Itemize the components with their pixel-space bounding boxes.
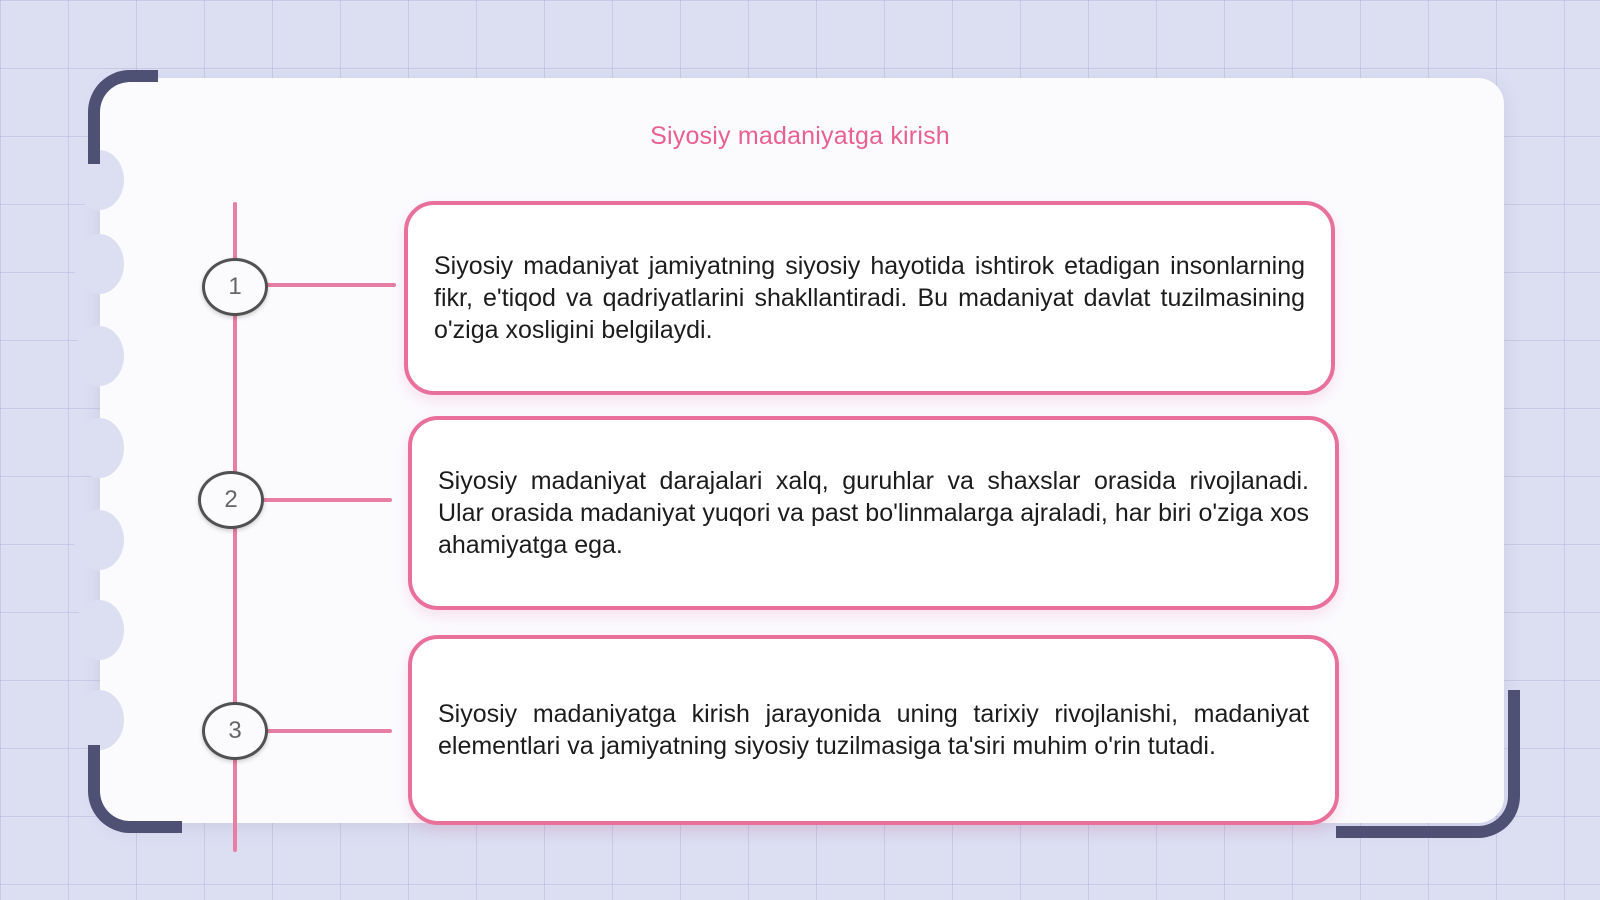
- step-number-3: 3: [202, 702, 268, 760]
- sheet-edge-notch: [74, 510, 124, 570]
- step-card-2: [408, 416, 1339, 610]
- step-connector-1: [266, 283, 396, 287]
- sheet-edge-notch: [74, 690, 124, 750]
- slide-title: Siyosiy madaniyatga kirish: [650, 122, 950, 150]
- corner-bracket-bottom-right: [1336, 690, 1520, 838]
- step-number-2: 2: [198, 471, 264, 529]
- step-connector-3: [266, 729, 392, 733]
- step-card-3: [408, 635, 1339, 825]
- step-connector-2: [262, 498, 392, 502]
- step-card-text: Siyosiy madaniyatga kirish jarayonida uning tarixiy rivojlanishi, madaniyat elementlari va jamiyatning siyosiy tuzilmasiga ta'siri muhim o'rin tutadi.: [438, 700, 1309, 760]
- step-card-text: Siyosiy madaniyat darajalari xalq, guruhlar va shaxslar orasida rivojlanadi. Ular orasida madaniyat yuqori va past bo'linmalarga ajraladi, har biri o'ziga xos ahamiyatga ega.: [438, 467, 1309, 559]
- step-card-text: Siyosiy madaniyat jamiyatning siyosiy hayotida ishtirok etadigan insonlarning fikr, e'tiqod va qadriyatlarini shakllantiradi. Bu madaniyat davlat tuzilmasining o'ziga xosligini belgilaydi.: [434, 252, 1305, 344]
- sheet-edge-notch: [74, 600, 124, 660]
- sheet-edge-notch: [74, 234, 124, 294]
- corner-bracket-bottom-left: [88, 745, 182, 833]
- step-card-1: [404, 201, 1335, 395]
- step-number-1: 1: [202, 258, 268, 316]
- sheet-edge-notch: [74, 326, 124, 386]
- sheet-edge-notch: [74, 418, 124, 478]
